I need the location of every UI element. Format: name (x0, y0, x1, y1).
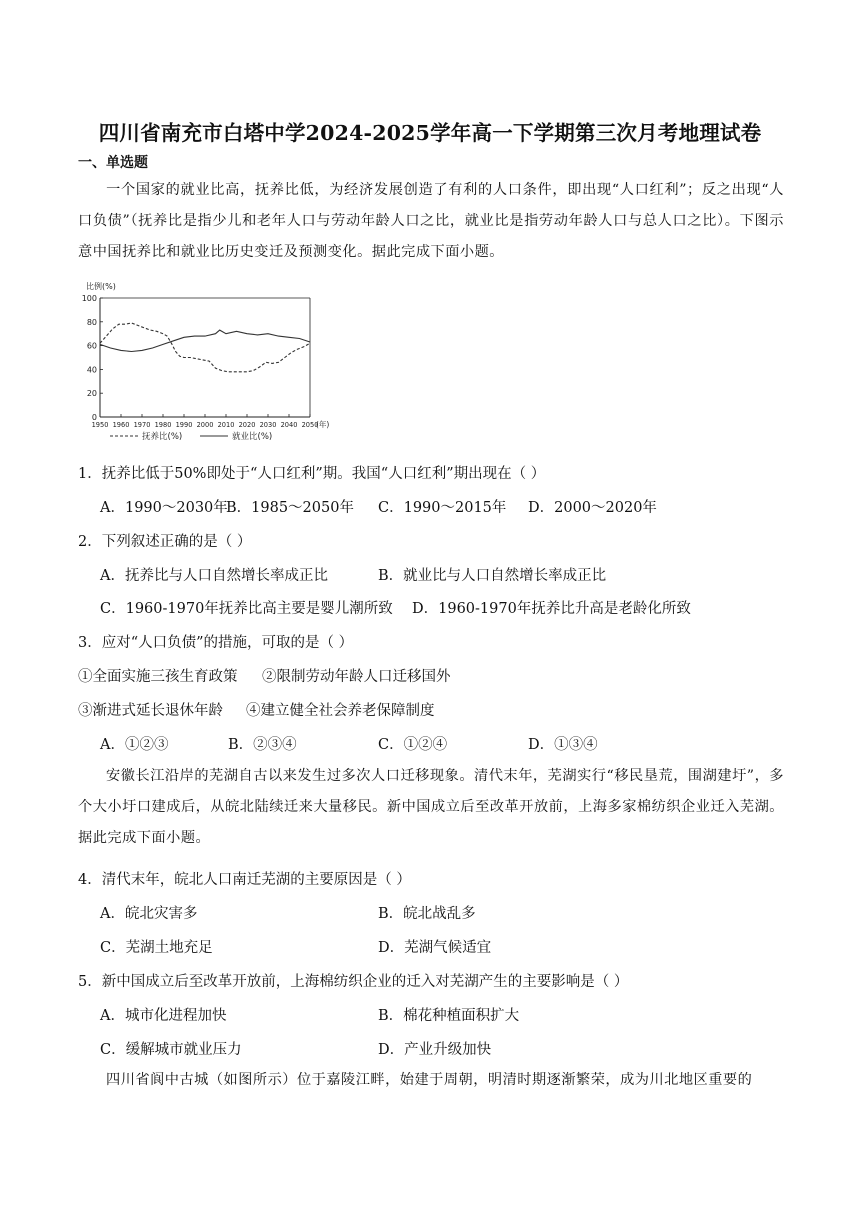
chart-svg (81, 280, 364, 450)
y-tick-label: 100 (81, 294, 97, 303)
q4-option-a[interactable]: A．皖北灾害多 (100, 906, 198, 922)
q5-stem: 5．新中国成立后至改革开放前，上海棉纺织企业的迁入对芜湖产生的主要影响是（ ） (78, 974, 629, 990)
q2-stem: 2．下列叙述正确的是（ ） (78, 534, 252, 550)
passage-2 (78, 761, 784, 854)
passage-1-text: 一个国家的就业比高，抚养比低，为经济发展创造了有利的人口条件，即出现“人口红利”；反之出现“人口负债”（抚养比是指少儿和老年人口与劳动年龄人口之比，就业比是指劳动年龄人口与总人口之比）。下图示意中国抚养比和就业比历史变迁及预测变化。据此完成下面小题。 (78, 182, 784, 260)
q3-option-a[interactable]: A．①②③ (100, 737, 169, 753)
section-heading: 一、单选题 (78, 155, 148, 171)
q3-option-d[interactable]: D．①③④ (528, 737, 598, 753)
legend-label: 就业比(%) (232, 432, 273, 442)
x-tick-label: 2000 (196, 421, 214, 429)
q3-item-4: ④建立健全社会养老保障制度 (246, 703, 435, 719)
y-tick-label: 40 (86, 365, 97, 375)
q5-option-d[interactable]: D．产业升级加快 (378, 1042, 492, 1058)
q5-option-b[interactable]: B．棉花种植面积扩大 (378, 1008, 520, 1024)
q3-item-2: ②限制劳动年龄人口迁移国外 (262, 669, 451, 685)
x-tick-label: 1950 (91, 421, 109, 429)
q3-item-3: ③渐进式延长退休年龄 (78, 703, 223, 719)
x-tick-label: 2050 (301, 421, 319, 429)
passage-2-text: 安徽长江沿岸的芜湖自古以来发生过多次人口迁移现象。清代末年，芜湖实行“移民垦荒，围湖建圩”，多个大小圩口建成后，从皖北陆续迁来大量移民。新中国成立后至改革开放前，上海多家棉纺织企业迁入芜湖。据此完成下面小题。 (78, 768, 784, 846)
q2-option-d[interactable]: D．1960-1970年抚养比升高是老龄化所致 (412, 601, 691, 617)
x-tick-label: 2020 (238, 421, 256, 429)
y-tick-label: 20 (86, 389, 97, 399)
x-tick-label: 1980 (154, 421, 172, 429)
series-line-employment-ratio (100, 330, 310, 351)
q2-option-c[interactable]: C．1960-1970年抚养比高主要是婴儿潮所致 (100, 601, 393, 617)
passage-3-text: 四川省阆中古城（如图所示）位于嘉陵江畔，始建于周朝，明清时期逐渐繁荣，成为川北地区重要的 (106, 1072, 753, 1088)
passage-1 (78, 175, 784, 268)
page-title: 四川省南充市白塔中学2024-2025学年高一下学期第三次月考地理试卷 (98, 121, 762, 145)
q3-item-1: ①全面实施三孩生育政策 (78, 669, 238, 685)
x-tick-label: 1990 (175, 421, 193, 429)
x-tick-label: 2030 (259, 421, 277, 429)
passage-3 (78, 1065, 784, 1096)
q1-option-c[interactable]: C．1990～2015年 (378, 500, 507, 516)
y-tick-label: 60 (86, 341, 97, 351)
q5-option-c[interactable]: C．缓解城市就业压力 (100, 1042, 242, 1058)
series-line-dependency-ratio (100, 323, 310, 372)
x-axis-unit: (年) (316, 420, 330, 429)
q1-stem: 1．抚养比低于50%即处于“人口红利”期。我国“人口红利”期出现在（ ） (78, 466, 546, 482)
q4-option-c[interactable]: C．芜湖土地充足 (100, 940, 213, 956)
q1-option-d[interactable]: D．2000～2020年 (528, 500, 657, 516)
x-tick-label: 2010 (217, 421, 235, 429)
x-tick-label: 2040 (280, 421, 298, 429)
q4-option-d[interactable]: D．芜湖气候适宜 (378, 940, 492, 956)
x-tick-label: 1960 (112, 421, 130, 429)
legend-label: 抚养比(%) (142, 432, 183, 442)
x-tick-label: 1970 (133, 421, 151, 429)
q3-option-c[interactable]: C．①②④ (378, 737, 448, 753)
y-axis-label: 比例(%) (86, 282, 116, 291)
y-tick-label: 80 (86, 317, 97, 327)
q2-option-b[interactable]: B．就业比与人口自然增长率成正比 (378, 568, 607, 584)
q2-option-a[interactable]: A．抚养比与人口自然增长率成正比 (100, 568, 328, 584)
q4-stem: 4．清代末年，皖北人口南迁芜湖的主要原因是（ ） (78, 872, 411, 888)
q3-stem: 3．应对“人口负债”的措施，可取的是（ ） (78, 635, 354, 651)
q1-option-b[interactable]: B．1985～2050年 (226, 500, 354, 516)
q4-option-b[interactable]: B．皖北战乱多 (378, 906, 476, 922)
y-tick-label: 0 (91, 413, 97, 422)
q3-option-b[interactable]: B．②③④ (228, 737, 297, 753)
q1-option-a[interactable]: A．1990～2030年 (100, 500, 228, 516)
q5-option-a[interactable]: A．城市化进程加快 (100, 1008, 227, 1024)
population-ratio-chart (81, 280, 364, 450)
